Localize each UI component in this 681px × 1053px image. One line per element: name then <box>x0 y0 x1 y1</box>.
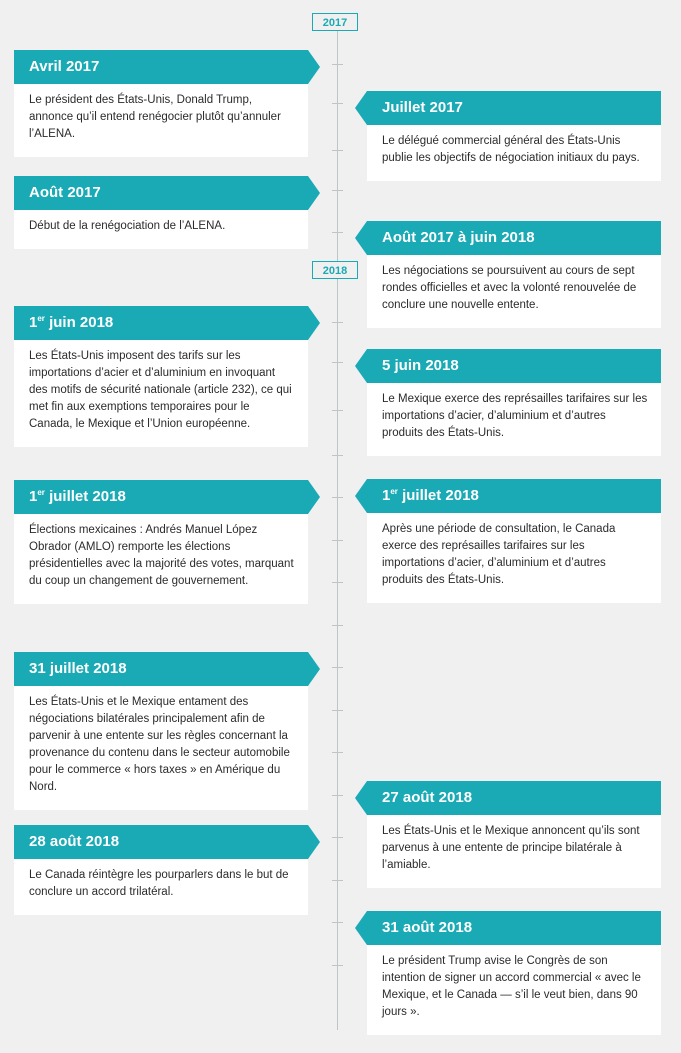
event-1er-juin-2018 <box>14 306 308 447</box>
event-avril-2017 <box>14 50 308 157</box>
event-title: 1er juin 2018 <box>14 306 308 340</box>
event-description: Début de la renégociation de l’ALENA. <box>14 210 308 249</box>
event-28-aout-2018 <box>14 825 308 915</box>
axis-tick <box>332 497 343 498</box>
axis-tick <box>332 837 343 838</box>
event-description: Le délégué commercial général des États-Unis publie les objectifs de négociation initiaux du pays. <box>367 125 661 181</box>
axis-tick <box>332 880 343 881</box>
event-description: Le président des États-Unis, Donald Trump, annonce qu’il entend renégocier plutôt qu’annuler l’ALENA. <box>14 84 308 157</box>
axis-tick <box>332 752 343 753</box>
event-aout-2017 <box>14 176 308 249</box>
event-title: 31 août 2018 <box>367 911 661 945</box>
axis-tick <box>332 795 343 796</box>
event-31-aout-2018 <box>367 911 661 1035</box>
axis-tick <box>332 190 343 191</box>
event-title: Août 2017 à juin 2018 <box>367 221 661 255</box>
axis-tick <box>332 362 343 363</box>
event-aout-2017-juin-2018 <box>367 221 661 328</box>
axis-tick <box>332 455 343 456</box>
event-description: Après une période de consultation, le Canada exerce des représailles tarifaires sur les importations d’acier, d’aluminium et d’autres produits des États-Unis. <box>367 513 661 603</box>
event-description: Les négociations se poursuivent au cours de sept rondes officielles et avec la volonté renouvelée de conclure une nouvelle entente. <box>367 255 661 328</box>
event-31-juillet-2018 <box>14 652 308 810</box>
event-description: Le président Trump avise le Congrès de son intention de signer un accord commercial « avec le Mexique, et le Canada — s’il le veut bien, dans 90 jours ». <box>367 945 661 1035</box>
event-title: 28 août 2018 <box>14 825 308 859</box>
event-description: Les États-Unis imposent des tarifs sur les importations d’acier et d’aluminium en invoquant des motifs de sécurité nationale (article 232), ce qui met fin aux exemptions temporaires pour le Canada, le Mexique et l’Union européenne. <box>14 340 308 447</box>
axis-tick <box>332 582 343 583</box>
event-1er-juillet-2018-canada <box>367 479 661 603</box>
axis-tick <box>332 150 343 151</box>
axis-tick <box>332 625 343 626</box>
event-title: Août 2017 <box>14 176 308 210</box>
event-27-aout-2018 <box>367 781 661 888</box>
event-title: Avril 2017 <box>14 50 308 84</box>
axis-tick <box>332 103 343 104</box>
axis-tick <box>332 922 343 923</box>
event-description: Élections mexicaines : Andrés Manuel López Obrador (AMLO) remporte les élections présidentielles avec la majorité des votes, marquant du coup un changement de gouvernement. <box>14 514 308 604</box>
event-title: 31 juillet 2018 <box>14 652 308 686</box>
event-description: Le Mexique exerce des représailles tarifaires sur les importations d’acier, d’aluminium et d’autres produits des États-Unis. <box>367 383 661 456</box>
event-title: 1er juillet 2018 <box>367 479 661 513</box>
event-title: Juillet 2017 <box>367 91 661 125</box>
axis-tick <box>332 710 343 711</box>
event-description: Les États-Unis et le Mexique annoncent qu’ils sont parvenus à une entente de principe bilatérale à l’amiable. <box>367 815 661 888</box>
event-title: 1er juillet 2018 <box>14 480 308 514</box>
year-label-2017: 2017 <box>312 13 358 31</box>
event-description: Le Canada réintègre les pourparlers dans le but de conclure un accord trilatéral. <box>14 859 308 915</box>
event-5-juin-2018 <box>367 349 661 456</box>
axis-tick <box>332 322 343 323</box>
event-description: Les États-Unis et le Mexique entament des négociations bilatérales principalement afin de parvenir à une entente sur les règles concernant la provenance du contenu dans le secteur automobile pour le commerce « hors taxes » en Amérique du Nord. <box>14 686 308 810</box>
year-label-2018: 2018 <box>312 261 358 279</box>
axis-tick <box>332 540 343 541</box>
axis-tick <box>332 965 343 966</box>
event-juillet-2017 <box>367 91 661 181</box>
event-title: 27 août 2018 <box>367 781 661 815</box>
axis-tick <box>332 232 343 233</box>
event-1er-juillet-2018-elections <box>14 480 308 604</box>
event-title: 5 juin 2018 <box>367 349 661 383</box>
axis-tick <box>332 667 343 668</box>
axis-tick <box>332 410 343 411</box>
axis-tick <box>332 64 343 65</box>
